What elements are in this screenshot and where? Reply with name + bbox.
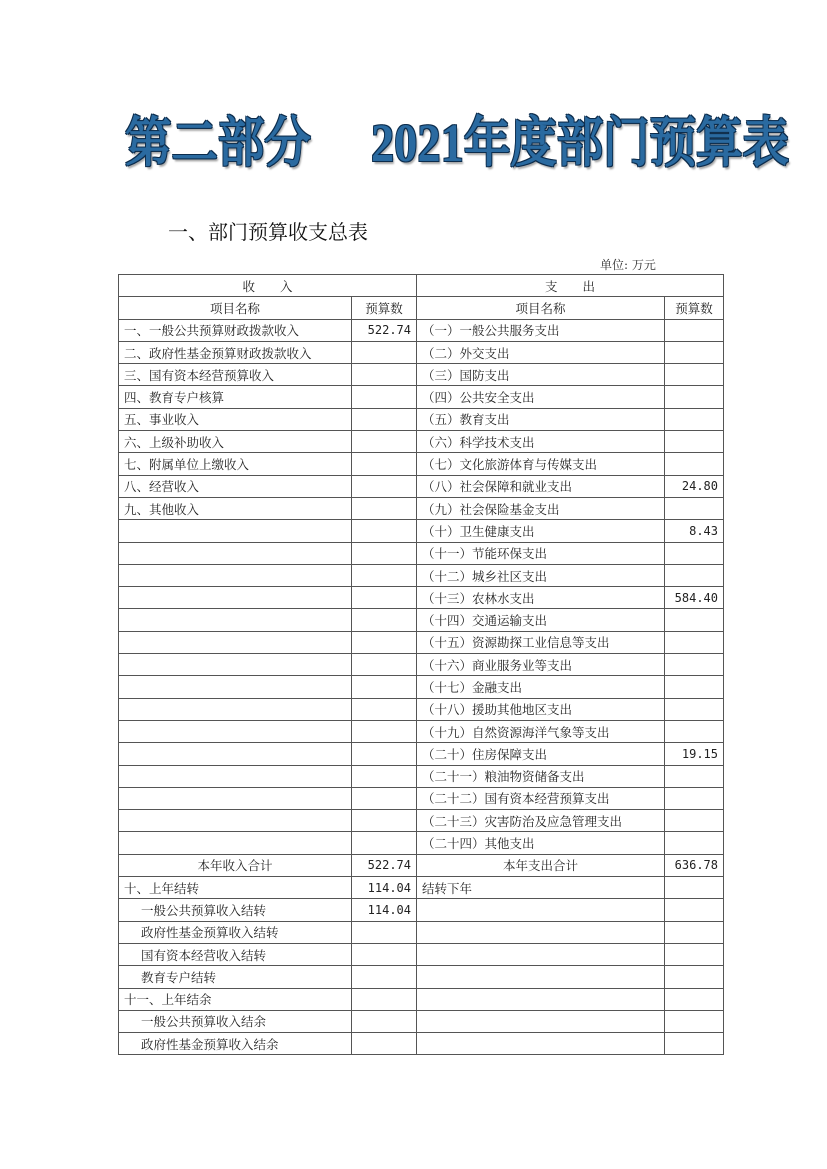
- income-item-amount: [352, 698, 417, 720]
- unit-label: 单位: 万元: [600, 258, 656, 272]
- table-row: [119, 988, 724, 1010]
- expense-item-amount: [665, 431, 724, 453]
- income-item-name: 政府性基金预算收入结转: [119, 921, 352, 943]
- totals-row: [119, 854, 724, 876]
- income-item-name: 四、教育专户核算: [119, 386, 352, 408]
- table-row: [119, 698, 724, 720]
- expense-item-amount: [665, 832, 724, 854]
- table-row: [119, 520, 724, 542]
- income-total-label: 本年收入合计: [119, 854, 352, 876]
- income-item-amount: [352, 1010, 417, 1032]
- expense-item-name: （一）一般公共服务支出: [417, 319, 665, 341]
- expense-item-name: （十八）援助其他地区支出: [417, 698, 665, 720]
- expense-total-label: 本年支出合计: [417, 854, 665, 876]
- table-row: [119, 966, 724, 988]
- income-item-amount: [352, 475, 417, 497]
- expense-item-amount: [665, 966, 724, 988]
- expense-item-amount: [665, 787, 724, 809]
- expense-item-amount: [665, 1010, 724, 1032]
- income-item-amount: 114.04: [352, 877, 417, 899]
- income-item-name: 一般公共预算收入结转: [119, 899, 352, 921]
- table-row: [119, 319, 724, 341]
- table-row: [119, 1010, 724, 1032]
- income-item-name: 七、附属单位上缴收入: [119, 453, 352, 475]
- income-item-name: [119, 564, 352, 586]
- income-total-amount: 522.74: [352, 854, 417, 876]
- expense-item-amount: [665, 1033, 724, 1055]
- table-row: [119, 564, 724, 586]
- table-row: [119, 654, 724, 676]
- table-row: [119, 943, 724, 965]
- expense-item-amount: [665, 810, 724, 832]
- table-row: [119, 899, 724, 921]
- expense-item-name: （二十）住房保障支出: [417, 743, 665, 765]
- income-item-name: [119, 698, 352, 720]
- income-item-amount: 522.74: [352, 319, 417, 341]
- income-item-name: 八、经营收入: [119, 475, 352, 497]
- income-item-amount: 114.04: [352, 899, 417, 921]
- table-column-header-row: [119, 297, 724, 319]
- expense-item-amount: [665, 899, 724, 921]
- income-item-amount: [352, 921, 417, 943]
- expense-amount-header: 预算数: [665, 297, 724, 319]
- income-item-name: [119, 587, 352, 609]
- income-item-amount: [352, 497, 417, 519]
- expense-item-name: （六）科学技术支出: [417, 431, 665, 453]
- expense-item-name: （四）公共安全支出: [417, 386, 665, 408]
- income-item-amount: [352, 832, 417, 854]
- income-item-name: [119, 765, 352, 787]
- expense-item-name: （十九）自然资源海洋气象等支出: [417, 720, 665, 742]
- table-row: [119, 408, 724, 430]
- expense-item-amount: [665, 943, 724, 965]
- table-row: [119, 787, 724, 809]
- table-row: [119, 631, 724, 653]
- expense-item-name: （七）文化旅游体育与传媒支出: [417, 453, 665, 475]
- expense-item-amount: 584.40: [665, 587, 724, 609]
- income-item-amount: [352, 676, 417, 698]
- income-item-name: [119, 787, 352, 809]
- income-item-amount: [352, 743, 417, 765]
- income-item-amount: [352, 341, 417, 363]
- income-item-name: [119, 676, 352, 698]
- expense-item-amount: [665, 341, 724, 363]
- income-item-amount: [352, 564, 417, 586]
- expense-item-name: （十三）农林水支出: [417, 587, 665, 609]
- income-item-name: 十、上年结转: [119, 877, 352, 899]
- expense-item-amount: [665, 542, 724, 564]
- expense-item-amount: [665, 698, 724, 720]
- income-item-amount: [352, 765, 417, 787]
- expense-item-name: （十四）交通运输支出: [417, 609, 665, 631]
- expense-item-amount: [665, 564, 724, 586]
- income-item-name: 六、上级补助收入: [119, 431, 352, 453]
- table-row: [119, 720, 724, 742]
- income-amount-header: 预算数: [352, 297, 417, 319]
- income-item-name: [119, 810, 352, 832]
- income-item-amount: [352, 542, 417, 564]
- income-item-amount: [352, 966, 417, 988]
- income-item-name: [119, 720, 352, 742]
- expense-item-name: （十）卫生健康支出: [417, 520, 665, 542]
- expense-item-name: [417, 899, 665, 921]
- table-row: [119, 743, 724, 765]
- expense-item-name: （二十一）粮油物资储备支出: [417, 765, 665, 787]
- table-group-header-row: [119, 275, 724, 297]
- expense-item-amount: [665, 497, 724, 519]
- expense-item-amount: [665, 877, 724, 899]
- income-item-name: 一、一般公共预算财政拨款收入: [119, 319, 352, 341]
- title-main: 2021年度部门预算表: [370, 113, 789, 173]
- table-row: [119, 341, 724, 363]
- income-item-name: 教育专户结转: [119, 966, 352, 988]
- income-item-name: [119, 520, 352, 542]
- income-item-name: [119, 542, 352, 564]
- budget-summary-table: [118, 274, 724, 1055]
- expense-item-name: （二）外交支出: [417, 341, 665, 363]
- income-item-name: 三、国有资本经营预算收入: [119, 364, 352, 386]
- table-row: [119, 1033, 724, 1055]
- expense-item-name: [417, 1033, 665, 1055]
- table-row: [119, 877, 724, 899]
- table-row: [119, 542, 724, 564]
- income-item-amount: [352, 520, 417, 542]
- income-item-amount: [352, 654, 417, 676]
- table-row: [119, 453, 724, 475]
- expense-item-name: （十二）城乡社区支出: [417, 564, 665, 586]
- income-item-amount: [352, 408, 417, 430]
- income-item-name: 一般公共预算收入结余: [119, 1010, 352, 1032]
- income-item-name: [119, 654, 352, 676]
- expense-item-name: （八）社会保障和就业支出: [417, 475, 665, 497]
- expense-item-amount: [665, 453, 724, 475]
- expense-item-amount: 19.15: [665, 743, 724, 765]
- table-row: [119, 475, 724, 497]
- expense-item-name: [417, 966, 665, 988]
- table-row: [119, 587, 724, 609]
- expense-item-amount: [665, 631, 724, 653]
- expense-item-name: [417, 1010, 665, 1032]
- table-row: [119, 832, 724, 854]
- expense-item-amount: [665, 319, 724, 341]
- expense-item-name: （十一）节能环保支出: [417, 542, 665, 564]
- income-item-amount: [352, 631, 417, 653]
- expense-item-name: [417, 943, 665, 965]
- expense-header: 支 出: [417, 275, 724, 297]
- expense-item-amount: [665, 720, 724, 742]
- income-item-amount: [352, 587, 417, 609]
- table-row: [119, 364, 724, 386]
- income-item-amount: [352, 810, 417, 832]
- table-row: [119, 676, 724, 698]
- expense-item-name: （二十四）其他支出: [417, 832, 665, 854]
- section-heading: 一、部门预算收支总表: [168, 220, 368, 244]
- table-row: [119, 609, 724, 631]
- table-row: [119, 921, 724, 943]
- expense-item-amount: 8.43: [665, 520, 724, 542]
- expense-item-amount: [665, 654, 724, 676]
- income-item-name: [119, 743, 352, 765]
- income-item-amount: [352, 431, 417, 453]
- table-row: [119, 431, 724, 453]
- page-title: [125, 100, 789, 173]
- expense-item-name: （十六）商业服务业等支出: [417, 654, 665, 676]
- income-item-name: [119, 832, 352, 854]
- expense-item-amount: 24.80: [665, 475, 724, 497]
- expense-item-name: 结转下年: [417, 877, 665, 899]
- expense-item-name: （五）教育支出: [417, 408, 665, 430]
- income-header: 收 入: [119, 275, 417, 297]
- income-item-name: 九、其他收入: [119, 497, 352, 519]
- income-item-amount: [352, 453, 417, 475]
- expense-item-amount: [665, 364, 724, 386]
- table-row: [119, 810, 724, 832]
- expense-item-name: [417, 921, 665, 943]
- expense-item-name: （三）国防支出: [417, 364, 665, 386]
- income-item-name: 国有资本经营收入结转: [119, 943, 352, 965]
- income-item-amount: [352, 943, 417, 965]
- expense-name-header: 项目名称: [417, 297, 665, 319]
- expense-item-amount: [665, 921, 724, 943]
- expense-item-amount: [665, 609, 724, 631]
- expense-item-name: （十七）金融支出: [417, 676, 665, 698]
- income-item-name: 五、事业收入: [119, 408, 352, 430]
- income-item-amount: [352, 787, 417, 809]
- expense-item-name: （二十三）灾害防治及应急管理支出: [417, 810, 665, 832]
- expense-item-name: （二十二）国有资本经营预算支出: [417, 787, 665, 809]
- income-item-name: [119, 609, 352, 631]
- expense-item-name: （十五）资源勘探工业信息等支出: [417, 631, 665, 653]
- expense-item-name: [417, 988, 665, 1010]
- income-item-amount: [352, 386, 417, 408]
- table-row: [119, 765, 724, 787]
- expense-total-amount: 636.78: [665, 854, 724, 876]
- income-item-amount: [352, 609, 417, 631]
- expense-item-amount: [665, 988, 724, 1010]
- income-item-name: 政府性基金预算收入结余: [119, 1033, 352, 1055]
- expense-item-amount: [665, 386, 724, 408]
- income-item-amount: [352, 720, 417, 742]
- income-item-amount: [352, 988, 417, 1010]
- expense-item-amount: [665, 765, 724, 787]
- income-item-name: 十一、上年结余: [119, 988, 352, 1010]
- income-item-amount: [352, 1033, 417, 1055]
- income-name-header: 项目名称: [119, 297, 352, 319]
- expense-item-amount: [665, 408, 724, 430]
- income-item-amount: [352, 364, 417, 386]
- expense-item-amount: [665, 676, 724, 698]
- income-item-name: 二、政府性基金预算财政拨款收入: [119, 341, 352, 363]
- title-part: 第二部分: [125, 113, 311, 173]
- expense-item-name: （九）社会保险基金支出: [417, 497, 665, 519]
- table-row: [119, 386, 724, 408]
- income-item-name: [119, 631, 352, 653]
- table-row: [119, 497, 724, 519]
